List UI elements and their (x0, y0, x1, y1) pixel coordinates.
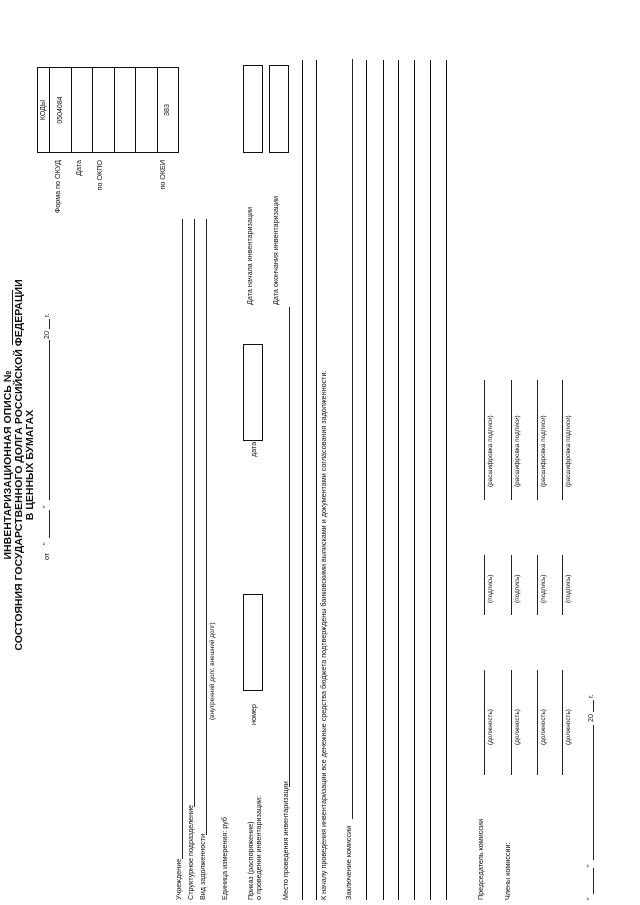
sign-date-quote-close: " (585, 864, 594, 867)
chairman-label: Председатель комиссии (476, 819, 485, 900)
member1-decoding-line[interactable] (511, 380, 512, 500)
order-label-line2: о проведении инвентаризации: (254, 796, 263, 900)
subdivision-label: Структурное подразделение (186, 804, 195, 900)
debt-type-hint: (внутренний долг, внешний долг) (209, 622, 216, 720)
sign-date-month-line[interactable] (593, 725, 594, 860)
member3-signature-caption: (подпись) (565, 574, 572, 603)
member2-signature-line[interactable] (537, 555, 538, 615)
conclusion-ruled-line-5[interactable] (430, 60, 431, 900)
date-month-line[interactable] (49, 340, 50, 500)
order-date-box[interactable] (243, 344, 263, 441)
member2-decoding-line[interactable] (537, 380, 538, 500)
conclusion-label: Заключение комиссии (344, 825, 353, 900)
member3-decoding-line[interactable] (562, 380, 563, 500)
codes-header: КОДЫ (38, 68, 50, 153)
date-year-suffix: г. (42, 313, 51, 317)
debt-type-input-line[interactable] (206, 219, 207, 835)
statement-text: К началу проведения инвентаризации все денежные средства бюджета подтверждены банковскими выписками и документами согласования задолженности. (319, 370, 328, 900)
member3-signature-line[interactable] (562, 555, 563, 615)
chairman-decoding-line[interactable] (484, 380, 485, 500)
sign-date-day-line[interactable] (593, 868, 594, 894)
codes-date-value[interactable] (71, 68, 93, 153)
sign-date-year-prefix: 20 (586, 714, 595, 722)
members-label: Члены комиссии: (503, 842, 512, 900)
okei-label: по ОКЕИ (158, 160, 167, 190)
conclusion-ruled-line-1[interactable] (366, 60, 367, 900)
chairman-signature-caption: (подпись) (487, 574, 494, 603)
member3-position-line[interactable] (562, 670, 563, 775)
okei-value[interactable]: 383 (157, 68, 179, 153)
okud-value[interactable]: 0504084 (50, 68, 72, 153)
member1-position-caption: (должность) (514, 709, 521, 745)
conclusion-ruled-line-2[interactable] (383, 60, 384, 900)
chairman-position-caption: (должность) (487, 709, 494, 745)
unit-label: Единица измерения: руб (220, 817, 229, 900)
member1-position-line[interactable] (511, 670, 512, 775)
date-quote-open: " (41, 542, 50, 545)
institution-input-line[interactable] (182, 219, 183, 859)
end-date-label: Дата окончания инвентаризации (271, 195, 280, 305)
member2-position-line[interactable] (537, 670, 538, 775)
form-title-line3: В ЦЕННЫХ БУМАГАХ (24, 409, 36, 521)
chairman-decoding-caption: (расшифровка подписи) (487, 415, 494, 487)
institution-label: Учреждение (174, 858, 183, 900)
date-from-label: от (42, 552, 51, 560)
subdivision-input-line[interactable] (194, 219, 195, 807)
codes-blank-value-1[interactable] (114, 68, 136, 153)
chairman-signature-line[interactable] (484, 555, 485, 615)
member2-decoding-caption: (расшифровка подписи) (540, 415, 547, 487)
conclusion-ruled-line-6[interactable] (446, 60, 447, 900)
okud-label: Форма по ОКУД (53, 160, 62, 214)
order-label-line1: Приказ (распоряжение) (246, 821, 255, 900)
order-number-box[interactable] (243, 594, 263, 691)
debt-type-label: Вид задолженности (198, 833, 207, 900)
conclusion-ruled-line-4[interactable] (414, 60, 415, 900)
separator-line-1 (302, 60, 303, 900)
codes-date-label: Дата (74, 160, 83, 176)
start-date-label: Дата начала инвентаризации (245, 207, 254, 305)
date-quote-close: " (41, 505, 50, 508)
conclusion-input-line[interactable] (352, 59, 353, 819)
member3-position-caption: (должность) (565, 709, 572, 745)
okpo-value[interactable] (93, 68, 115, 153)
form-title-line2: СОСТОЯНИЯ ГОСУДАРСТВЕННОГО ДОЛГА РОССИЙСКОЙ ФЕДЕРАЦИИ (13, 279, 25, 651)
sign-date-quote-open: " (585, 897, 594, 900)
member2-position-caption: (должность) (540, 709, 547, 745)
member1-signature-caption: (подпись) (514, 574, 521, 603)
okpo-label: по ОКПО (95, 160, 104, 191)
date-day-line[interactable] (49, 510, 50, 538)
order-number-label: номер (249, 704, 258, 725)
sign-date-year-line[interactable] (593, 700, 594, 712)
place-input-line[interactable] (289, 307, 290, 787)
end-date-box[interactable] (269, 65, 289, 153)
chairman-position-line[interactable] (484, 670, 485, 775)
sign-date-year-suffix: г. (586, 694, 595, 698)
date-year-prefix: 20 (42, 331, 51, 339)
form-title-line1: ИНВЕНТАРИЗАЦИОННАЯ ОПИСЬ № (2, 370, 14, 560)
date-year-line[interactable] (49, 319, 50, 329)
separator-line-2 (316, 60, 317, 900)
start-date-box[interactable] (243, 65, 263, 153)
codes-table (37, 67, 179, 153)
order-date-label: дата (249, 441, 258, 457)
member1-signature-line[interactable] (511, 555, 512, 615)
member3-decoding-caption: (расшифровка подписи) (565, 415, 572, 487)
conclusion-ruled-line-3[interactable] (398, 60, 399, 900)
member1-decoding-caption: (расшифровка подписи) (514, 415, 521, 487)
place-label: Место проведения инвентаризации (281, 781, 290, 900)
codes-blank-value-2[interactable] (136, 68, 158, 153)
member2-signature-caption: (подпись) (540, 574, 547, 603)
